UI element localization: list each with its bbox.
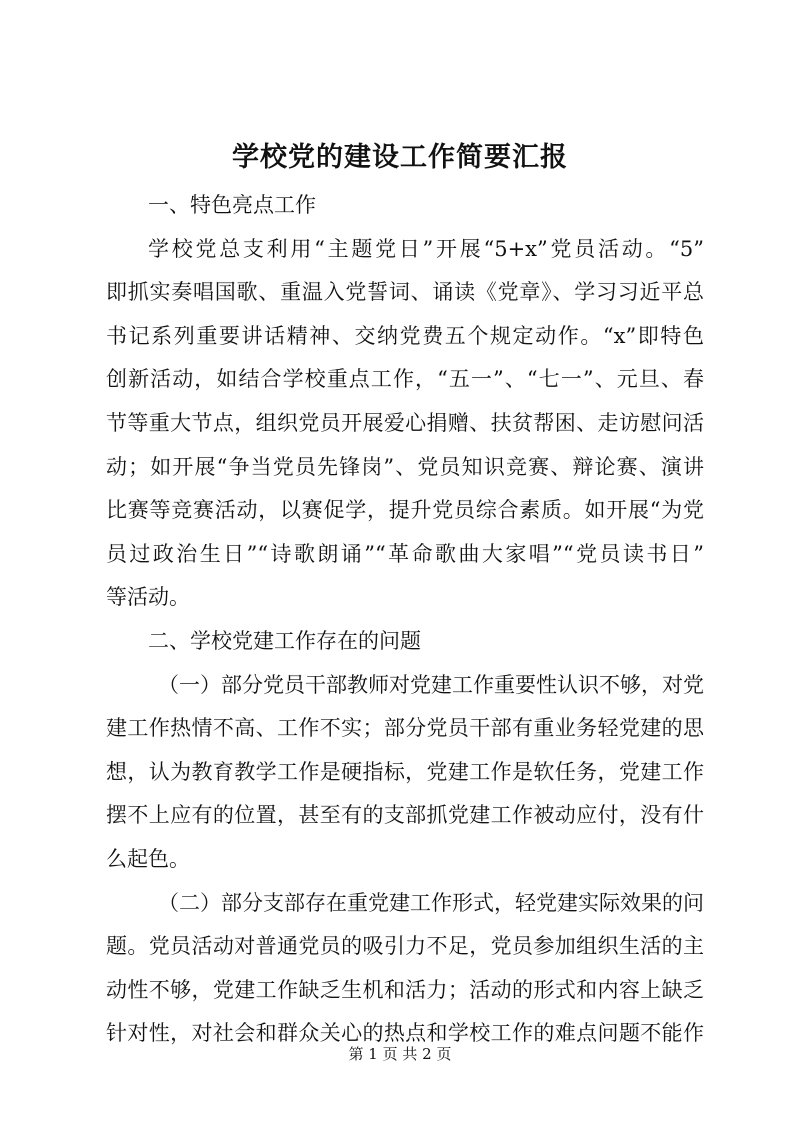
paragraph-line: 么起色。 (106, 846, 190, 871)
paragraph-line: 书记系列重要讲话精神、交纳党费五个规定动作。“x”即特色 (106, 323, 704, 348)
paragraph-line: 建工作热情不高、工作不实；部分党员干部有重业务轻党建的思 (106, 716, 704, 741)
paragraph-line: 学校党总支利用“主题党日”开展“5+x”党员活动。“5” (148, 236, 704, 261)
page-indicator: 第 1 页 共 2 页 (348, 1045, 452, 1063)
paragraph-line: （一）部分党员干部教师对党建工作重要性认识不够，对党 (158, 672, 704, 697)
paragraph-line: 摆不上应有的位置，甚至有的支部抓党建工作被动应付，没有什 (106, 803, 704, 828)
document-title: 学校党的建设工作简要汇报 (232, 142, 568, 173)
paragraph-line: 针对性，对社会和群众关心的热点和学校工作的难点问题不能作 (106, 1021, 704, 1046)
paragraph-line: 比赛等竞赛活动，以赛促学，提升党员综合素质。如开展“为党 (106, 498, 704, 523)
paragraph-line: （二）部分支部存在重党建工作形式，轻党建实际效果的问 (158, 890, 704, 915)
paragraph-line: 想，认为教育教学工作是硬指标，党建工作是软任务，党建工作 (106, 759, 704, 784)
document-body (106, 184, 704, 1056)
section-heading-1: 一、特色亮点工作 (148, 193, 316, 217)
paragraph-line: 创新活动，如结合学校重点工作，“五一”、“七一”、元旦、春 (106, 367, 704, 392)
paragraph-line: 动；如开展“争当党员先锋岗”、党员知识竞赛、辩论赛、演讲 (106, 454, 704, 479)
paragraph-line: 即抓实奏唱国歌、重温入党誓词、诵读《党章》、学习习近平总 (106, 280, 704, 305)
paragraph-line: 动性不够，党建工作缺乏生机和活力；活动的形式和内容上缺乏 (106, 977, 704, 1002)
paragraph-line: 题。党员活动对普通党员的吸引力不足，党员参加组织生活的主 (106, 934, 704, 959)
paragraph-line: 员过政治生日”“诗歌朗诵”“革命歌曲大家唱”“党员读书日” (106, 541, 704, 566)
section-heading-2: 二、学校党建工作存在的问题 (148, 628, 421, 653)
paragraph-line: 等活动。 (106, 585, 190, 610)
paragraph-line: 节等重大节点，组织党员开展爱心捐赠、扶贫帮困、走访慰问活 (106, 410, 704, 435)
